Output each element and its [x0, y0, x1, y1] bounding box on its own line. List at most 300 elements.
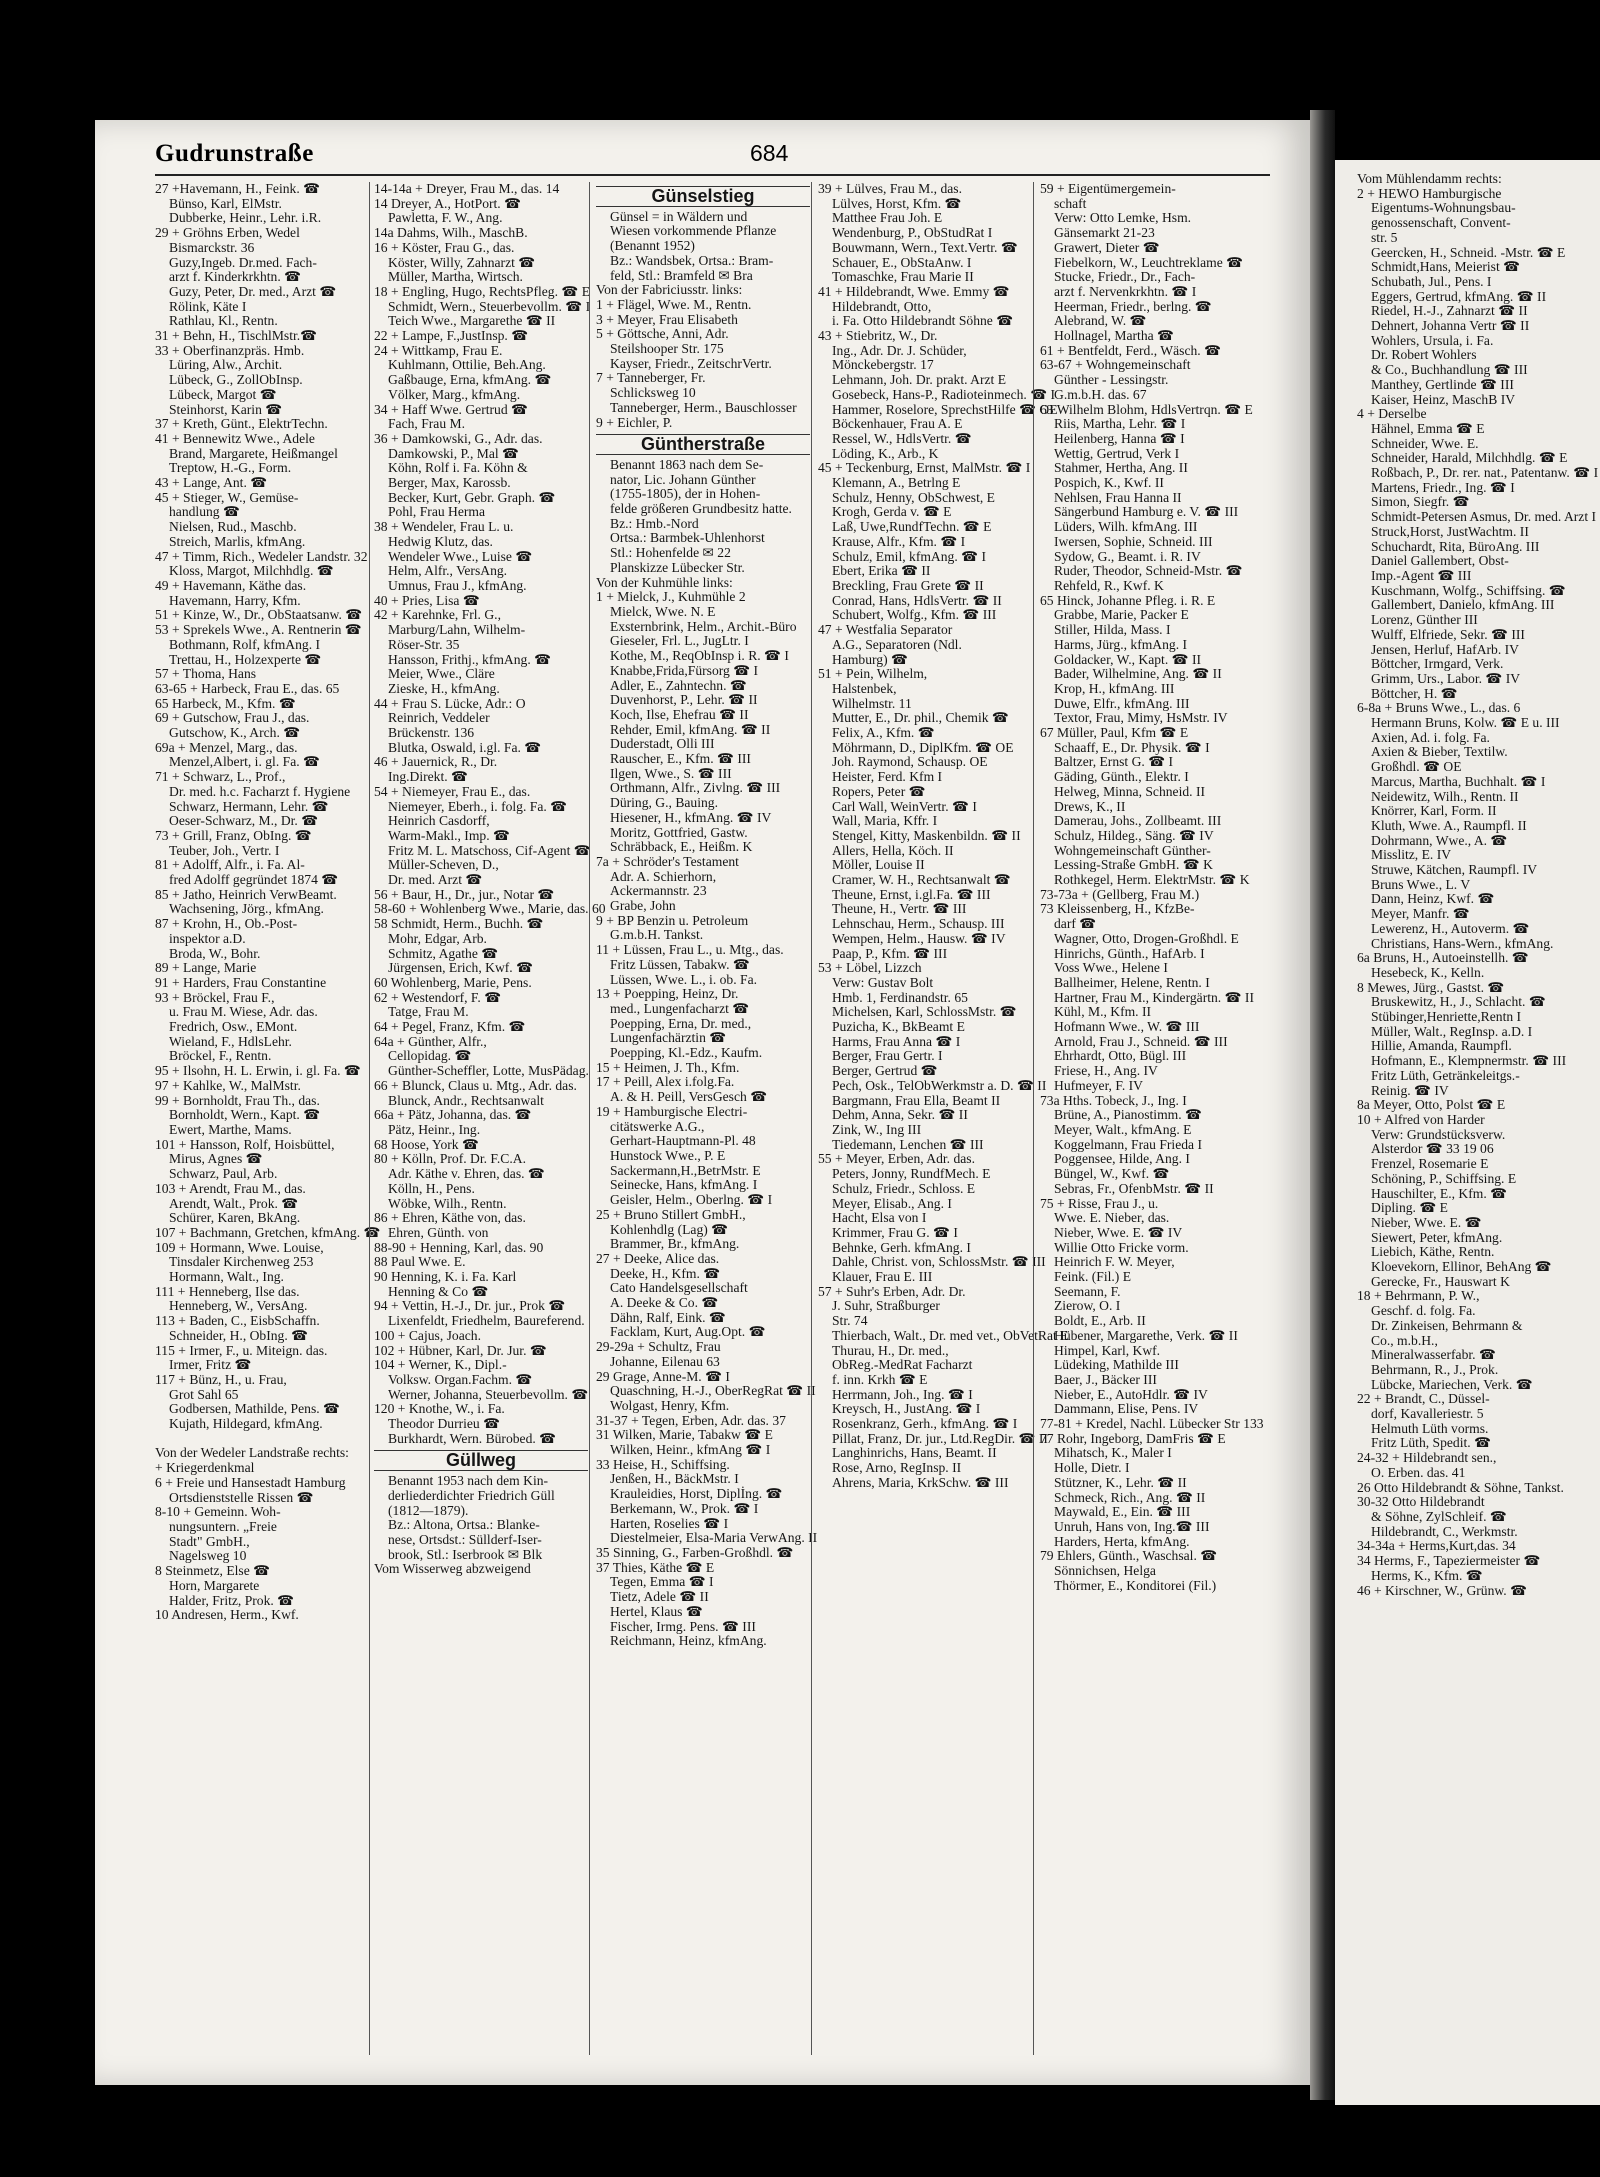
- directory-entry: Benannt 1863 nach dem Se-: [610, 456, 764, 472]
- directory-entry: Von der Fabriciusstr. links:: [596, 282, 743, 298]
- directory-entry: Kaiser, Heinz, MaschB IV: [1371, 391, 1516, 407]
- directory-entry: Bismarckstr. 36: [169, 239, 255, 255]
- page-header: [155, 138, 1270, 176]
- directory-entry: Burkhardt, Wern. Bürobed. ☎: [388, 1430, 557, 1446]
- directory-entry: Pätz, Heinr., Ing.: [388, 1122, 481, 1137]
- directory-entry: Wettig, Gertrud, Verk I: [1054, 445, 1180, 461]
- directory-entry: 75 + Risse, Frau J., u.: [1040, 1195, 1159, 1211]
- directory-entry: Ortsdienststelle Rissen ☎: [169, 1489, 314, 1505]
- directory-entry: 69 + Gutschow, Frau J., das.: [155, 710, 310, 726]
- directory-entry: 93 + Bröckel, Frau F.,: [155, 989, 275, 1005]
- directory-entry: Sydow, G., Beamt. i. R. IV: [1054, 548, 1201, 564]
- directory-entry: Helmuth Lüth vorms.: [1371, 1420, 1489, 1436]
- directory-entry: Theune, H., Vertr. ☎ III: [832, 901, 967, 917]
- directory-entry: 4 + Derselbe: [1357, 406, 1427, 422]
- directory-entry: Imp.-Agent ☎ III: [1371, 567, 1472, 583]
- directory-entry: Großhdl. ☎ OE: [1371, 759, 1462, 775]
- directory-entry: u. Frau M. Wiese, Adr. das.: [169, 1004, 318, 1020]
- directory-entry: Maywald, E., Ein. ☎ III: [1054, 1504, 1191, 1520]
- directory-entry: Ruder, Theodor, Schneid-Mstr. ☎: [1054, 563, 1243, 579]
- directory-entry: Duvenhorst, P., Lehr. ☎ II: [610, 692, 758, 708]
- directory-entry: i. Fa. Otto Hildebrandt Söhne ☎: [832, 313, 1014, 329]
- directory-entry: 7a + Schröder's Testament: [596, 853, 739, 869]
- directory-entry: Reinrich, Veddeler: [388, 710, 490, 726]
- directory-entry: Mineralwasserfabr. ☎: [1371, 1347, 1496, 1363]
- directory-entry: Peters, Jonny, RundfMech. E: [832, 1166, 991, 1182]
- directory-entry: 59 + Eigentümergemein-: [1040, 181, 1176, 196]
- directory-entry: 97 + Kahlke, W., MalMstr.: [155, 1077, 301, 1093]
- directory-entry: 80 + Kölln, Prof. Dr. F.C.A.: [374, 1151, 526, 1167]
- directory-entry: genossenschaft, Convent-: [1371, 215, 1511, 231]
- directory-entry: Müller, Walt., RegInsp. a.D. I: [1371, 1023, 1533, 1039]
- directory-entry: Möller, Louise II: [832, 857, 925, 873]
- directory-entry: Menzel,Albert, i. gl. Fa. ☎: [169, 754, 320, 770]
- directory-entry: Hormann, Walt., Ing.: [169, 1269, 284, 1285]
- directory-entry: Gaßbauge, Erna, kfmAng. ☎: [388, 372, 552, 388]
- directory-entry: 31 + Behn, H., TischlMstr.☎: [155, 328, 318, 344]
- directory-entry: 100 + Cajus, Joach.: [374, 1327, 481, 1343]
- directory-entry: Lewerenz, H., Autoverm. ☎: [1371, 920, 1530, 936]
- directory-entry: Müller, Martha, Wirtsch.: [388, 269, 523, 285]
- directory-entry: Grawert, Dieter ☎: [1054, 239, 1160, 255]
- directory-entry: Hübener, Margarethe, Verk. ☎ II: [1054, 1327, 1238, 1343]
- directory-entry: Lübeck, G., ZollObInsp.: [169, 372, 303, 388]
- column-4: [811, 181, 1069, 2055]
- directory-entry: 39 + Lülves, Frau M., das.: [818, 181, 962, 196]
- directory-entry: Pech, Osk., TelObWerkmstr a. D. ☎ II: [832, 1077, 1047, 1093]
- directory-entry: Rehder, Emil, kfmAng. ☎ II: [610, 721, 771, 737]
- directory-entry: O. Erben. das. 41: [1371, 1464, 1466, 1480]
- directory-entry: nungsuntern. „Freie: [169, 1518, 277, 1534]
- directory-entry: Bz.: Altona, Ortsa.: Blanke-: [388, 1517, 540, 1533]
- directory-entry: Wiesen vorkommende Pflanze: [610, 223, 777, 239]
- directory-entry: (Benannt 1952): [610, 238, 695, 254]
- directory-entry: Bünso, Karl, ElMstr.: [169, 195, 282, 211]
- directory-entry: Schöning, P., Schiffsing. E: [1371, 1170, 1517, 1186]
- directory-entry: Cramer, W. H., Rechtsanwalt ☎: [832, 872, 1011, 888]
- directory-entry: Friese, H., Ang. IV: [1054, 1063, 1158, 1079]
- directory-entry: Rothkegel, Herm. ElektrMstr. ☎ K: [1054, 872, 1250, 888]
- directory-entry: Böckenhauer, Frau A. E: [832, 416, 963, 432]
- directory-entry: 22 + Brandt, C., Düssel-: [1357, 1391, 1490, 1407]
- directory-entry: Klauer, Frau E. III: [832, 1269, 933, 1285]
- directory-entry: 51 + Pein, Wilhelm,: [818, 666, 928, 682]
- directory-entry: Poepping, Erna, Dr. med.,: [610, 1015, 752, 1031]
- directory-entry: nese, Ortsdst.: Süllderf-Iser-: [388, 1531, 542, 1547]
- directory-entry: 58-60 + Wohlenberg Wwe., Marie, das. 60: [374, 901, 606, 917]
- directory-entry: handlung ☎: [169, 504, 240, 520]
- directory-entry: Alebrand, W. ☎: [1054, 313, 1147, 329]
- directory-entry: Wilhelmstr. 11: [832, 695, 912, 711]
- directory-entry: 34 + Haff Wwe. Gertrud ☎: [374, 401, 528, 417]
- directory-entry: Pillat, Franz, Dr. jur., Ltd.RegDir. ☎ II: [832, 1430, 1048, 1446]
- directory-entry: 29 + Gröhns Erben, Wedel: [155, 225, 300, 241]
- directory-entry: fred Adolff gegründet 1874 ☎: [169, 872, 339, 888]
- directory-entry: Wall, Maria, Kffr. I: [832, 813, 938, 829]
- directory-entry: Ortsa.: Barmbek-Uhlenhorst: [610, 530, 765, 546]
- directory-entry: Löding, K., Arb., K: [832, 445, 939, 461]
- directory-entry: Harders, Herta, kfmAng.: [1054, 1533, 1190, 1549]
- directory-entry: Schwarz, Hermann, Lehr. ☎: [169, 798, 329, 814]
- directory-entry: 47 + Westfalia Separator: [818, 622, 953, 638]
- directory-entry: Ehren, Günth. von: [388, 1224, 489, 1240]
- directory-entry: Hiesener, H., kfmAng. ☎ IV: [610, 809, 772, 825]
- directory-entry: Ackermannstr. 23: [610, 883, 707, 899]
- directory-entry: Carl Wall, WeinVertr. ☎ I: [832, 798, 977, 814]
- directory-entry: Facklam, Kurt, Aug.Opt. ☎: [610, 1324, 766, 1340]
- directory-entry: Fischer, Irmg. Pens. ☎ III: [610, 1618, 756, 1634]
- directory-entry: Büngel, W., Kwf. ☎: [1054, 1166, 1170, 1182]
- directory-entry: Exsternbrink, Helm., Archit.-Büro: [610, 618, 797, 634]
- directory-entry: 35 Sinning, G., Farben-Großhdl. ☎: [596, 1544, 794, 1560]
- directory-entry: Möhrmann, D., DiplKfm. ☎ OE: [832, 739, 1014, 755]
- directory-entry: Hufmeyer, F. IV: [1054, 1077, 1143, 1093]
- directory-entry: Hähnel, Emma ☎ E: [1371, 420, 1485, 436]
- directory-entry: Bader, Wilhelmine, Ang. ☎ II: [1054, 666, 1222, 682]
- directory-entry: Dammann, Elise, Pens. IV: [1054, 1401, 1199, 1417]
- directory-entry: Zieske, H., kfmAng.: [388, 680, 500, 696]
- directory-entry: Rehfeld, R., Kwf. K: [1054, 577, 1164, 593]
- directory-entry: Geercken, H., Schneid. -Mstr. ☎ E: [1371, 244, 1566, 260]
- directory-entry: Berkemann, W., Prok. ☎ I: [610, 1500, 759, 1516]
- directory-entry: Kluth, Wwe. A., Raumpfl. II: [1371, 817, 1527, 833]
- directory-entry: Ilgen, Wwe., S. ☎ III: [610, 765, 732, 781]
- directory-entry: 46 + Kirschner, W., Grünw. ☎: [1357, 1582, 1528, 1598]
- directory-entry: Fritz M. L. Matschoss, Cif-Agent ☎: [388, 842, 591, 858]
- directory-entry: Rölink, Käte I: [169, 298, 247, 314]
- directory-entry: Gutschow, K., Arch. ☎: [169, 725, 301, 741]
- directory-entry: Himpel, Karl, Kwf.: [1054, 1342, 1161, 1358]
- directory-entry: Vom Mühlendamm rechts:: [1357, 171, 1502, 186]
- directory-entry: Marburg/Lahn, Wilhelm-: [388, 622, 526, 638]
- directory-entry: 10 Andresen, Herm., Kwf.: [155, 1607, 299, 1623]
- directory-entry: Fritz Lüth, Spedit. ☎: [1371, 1435, 1492, 1451]
- directory-entry: Kühl, M., Kfm. II: [1054, 1004, 1152, 1020]
- directory-entry: 6 + Freie und Hansestadt Hamburg: [155, 1474, 346, 1490]
- directory-entry: Hildebrandt, C., Werkmstr.: [1371, 1523, 1518, 1539]
- directory-entry: 7 + Tanneberger, Fr.: [596, 370, 706, 386]
- directory-entry: Sackermann,H.,BetrMstr. E: [610, 1162, 761, 1178]
- directory-entry: Arnold, Frau J., Schneid. ☎ III: [1054, 1033, 1228, 1049]
- directory-entry: Wulff, Elfriede, Sekr. ☎ III: [1371, 626, 1525, 642]
- directory-entry: f. inn. Krkh ☎ E: [832, 1371, 928, 1387]
- directory-entry: Lülves, Horst, Kfm. ☎: [832, 195, 962, 211]
- directory-entry: Grabe, John: [610, 898, 676, 914]
- directory-entry: Henning & Co ☎: [388, 1283, 489, 1299]
- directory-entry: inspektor a.D.: [169, 930, 246, 946]
- column-1: [155, 181, 381, 2055]
- directory-entry: 53 + Löbel, Lizzch: [818, 960, 922, 976]
- directory-entry: Seinecke, Hans, kfmAng. I: [610, 1177, 758, 1193]
- directory-entry: derliederdichter Friedrich Güll: [388, 1487, 555, 1503]
- directory-entry: Adler, E., Zahntechn. ☎: [610, 677, 747, 693]
- directory-entry: Irmer, Fritz ☎: [169, 1357, 252, 1373]
- directory-entry: Rose, Arno, RegInsp. II: [832, 1460, 962, 1476]
- directory-entry: Schmidt-Petersen Asmus, Dr. med. Arzt I: [1371, 509, 1597, 525]
- directory-entry: & Söhne, ZylSchleif. ☎: [1371, 1508, 1507, 1524]
- directory-entry: 66a + Pätz, Johanna, das. ☎: [374, 1107, 532, 1123]
- directory-entry: Christians, Hans-Wern., kfmAng.: [1371, 935, 1554, 951]
- directory-entry: Trettau, H., Holzexperte ☎: [169, 651, 322, 667]
- directory-entry: Havemann, Harry, Kfm.: [169, 592, 301, 608]
- directory-entry: 54 + Niemeyer, Frau E., das.: [374, 783, 531, 799]
- page-number: 684: [750, 140, 789, 166]
- directory-entry: Lüring, Alw., Archit.: [169, 357, 283, 373]
- directory-entry: Ahrens, Maria, KrkSchw. ☎ III: [832, 1474, 1009, 1490]
- directory-entry: Dehnert, Johanna Vertr ☎ II: [1371, 318, 1530, 334]
- directory-entry: 1 + Flägel, Wwe. M., Rentn.: [596, 296, 752, 312]
- directory-entry: Ing.Direkt. ☎: [388, 769, 468, 785]
- directory-entry: nator, Lic. Johann Günther: [610, 471, 756, 487]
- directory-entry: Düring, G., Bauing.: [610, 795, 718, 811]
- directory-entry: Tanneberger, Herm., Bauschlosser: [610, 399, 797, 415]
- directory-entry: 45 + Stieger, W., Gemüse-: [155, 489, 299, 505]
- directory-entry: 18 + Behrmann, P. W.,: [1357, 1288, 1480, 1304]
- directory-entry: Benannt 1953 nach dem Kin-: [388, 1473, 549, 1489]
- directory-entry: Wagner, Otto, Drogen-Großhdl. E: [1054, 930, 1239, 946]
- directory-entry: felde größeren Grundbesitz hatte.: [610, 501, 792, 517]
- directory-entry: Schmidt,Hans, Meierist ☎: [1371, 259, 1521, 275]
- directory-entry: Thurau, H., Dr. med.,: [832, 1342, 949, 1358]
- directory-entry: 41 + Hildebrandt, Wwe. Emmy ☎: [818, 283, 1010, 299]
- directory-entry: Adr. Käthe v. Ehren, das. ☎: [388, 1166, 545, 1182]
- directory-entry: Behrmann, R., J., Prok.: [1371, 1361, 1499, 1377]
- directory-entry: Horn, Margarete: [169, 1577, 260, 1593]
- directory-entry: Hillie, Amanda, Raumpfl.: [1371, 1038, 1512, 1054]
- directory-entry: Berger, Max, Karossb.: [388, 475, 511, 491]
- directory-entry: 73-73a + (Gellberg, Frau M.): [1040, 886, 1200, 902]
- directory-entry: 65 Hinck, Johanne Pfleg. i. R. E: [1040, 592, 1216, 608]
- directory-entry: Herms, K., Kfm. ☎: [1371, 1567, 1483, 1583]
- directory-entry: Halstenbek,: [832, 680, 897, 696]
- directory-entry: 89 + Lange, Marie: [155, 960, 257, 976]
- directory-entry: 2 + HEWO Hamburgische: [1357, 185, 1502, 201]
- directory-entry: Schulz, Friedr., Schloss. E: [832, 1180, 976, 1196]
- directory-entry: Sängerbund Hamburg e. V. ☎ III: [1054, 504, 1239, 520]
- directory-entry: Koggelmann, Frau Frieda I: [1054, 1136, 1202, 1152]
- directory-entry: Puzicha, K., BkBeamt E: [832, 1019, 965, 1035]
- directory-entry: 60 Wohlenberg, Marie, Pens.: [374, 974, 532, 990]
- directory-entry: Blunck, Andr., Rechtsanwalt: [388, 1092, 544, 1108]
- directory-entry: 64 + Pegel, Franz, Kfm. ☎: [374, 1019, 526, 1035]
- directory-entry: Stl.: Hohenfelde ✉ 22: [610, 545, 731, 561]
- directory-entry: G.m.b.H. Tankst.: [610, 927, 704, 943]
- directory-entry: Hmb. 1, Ferdinandstr. 65: [832, 989, 968, 1005]
- directory-entry: 94 + Vettin, H.-J., Dr. jur., Prok ☎: [374, 1298, 566, 1314]
- directory-entry: Bz.: Wandsbek, Ortsa.: Bram-: [610, 252, 774, 268]
- directory-entry: Textor, Frau, Mimy, HsMstr. IV: [1054, 710, 1228, 726]
- directory-entry: A. & H. Peill, VersGesch ☎: [610, 1089, 768, 1105]
- directory-entry: Lessing-Straße GmbH. ☎ K: [1054, 857, 1213, 873]
- directory-entry: Hammer, Roselore, SprechstHilfe ☎ OE: [832, 401, 1058, 417]
- directory-entry: Manthey, Gertlinde ☎ III: [1371, 376, 1514, 392]
- directory-entry: Mielck, Wwe. N. E: [610, 603, 716, 619]
- directory-entry: Schuchardt, Rita, BüroAng. III: [1371, 538, 1540, 554]
- directory-entry: Fredrich, Osw., EMont.: [169, 1019, 298, 1035]
- directory-entry: 6a Bruns, H., Autoeinstellh. ☎: [1357, 950, 1529, 966]
- directory-entry: Dr. Zinkeisen, Behrmann &: [1371, 1317, 1523, 1333]
- directory-entry: Joh. Raymond, Schausp. OE: [832, 754, 988, 770]
- directory-entry: Henneberg, W., VersAng.: [169, 1298, 308, 1314]
- directory-entry: 25 + Bruno Stillert GmbH.,: [596, 1206, 746, 1222]
- directory-entry: Berger, Gertrud ☎: [832, 1063, 938, 1079]
- directory-entry: Nieber, Wwe. E. ☎: [1371, 1214, 1482, 1230]
- directory-entry: Matthee Frau Joh. E: [832, 210, 943, 226]
- directory-entry: Meyer, Manfr. ☎: [1371, 906, 1470, 922]
- directory-entry: Schneider, Wwe. E.: [1371, 435, 1479, 451]
- directory-entry: Mihatsch, K., Maler I: [1054, 1445, 1172, 1461]
- directory-entry: Mutter, E., Dr. phil., Chemik ☎: [832, 710, 1009, 726]
- directory-entry: 77-81 + Kredel, Nachl. Lübecker Str 133: [1040, 1416, 1264, 1432]
- directory-entry: Werner, Johanna, Steuerbevollm. ☎: [388, 1386, 589, 1402]
- directory-entry: Iwersen, Sophie, Schneid. III: [1054, 533, 1213, 549]
- directory-entry: Goldacker, W., Kapt. ☎ II: [1054, 651, 1202, 667]
- directory-entry: Fritz Lüth, Getränkeleitgs.-: [1371, 1067, 1520, 1083]
- directory-entry: Günther-Scheffler, Lotte, MusPädag.: [388, 1063, 589, 1079]
- directory-entry: 57 + Thoma, Hans: [155, 666, 257, 682]
- directory-entry: Seemann, F.: [1054, 1283, 1121, 1299]
- directory-entry: Hansson, Frithj., kfmAng. ☎: [388, 651, 552, 667]
- directory-entry: Müller-Scheven, D.,: [388, 857, 499, 873]
- directory-entry: Blutka, Oswald, i.gl. Fa. ☎: [388, 739, 542, 755]
- directory-entry: Knabbe,Frida,Fürsorg ☎ I: [610, 662, 759, 678]
- directory-entry: 10 + Alfred von Harder: [1357, 1112, 1485, 1127]
- directory-entry: 63 Wilhelm Blohm, HdlsVertrqn. ☎ E: [1040, 401, 1253, 417]
- directory-entry: 14a Dahms, Wilh., MaschB.: [374, 225, 528, 241]
- directory-entry: 37 + Kreth, Günt., ElektrTechn.: [155, 416, 328, 432]
- directory-entry: Struwe, Kätchen, Raumpfl. IV: [1371, 862, 1538, 878]
- directory-entry: arzt f. Nervenkrkhtn. ☎ I: [1054, 283, 1197, 299]
- directory-entry: Tomaschke, Frau Marie II: [832, 269, 974, 285]
- directory-entry: darf ☎: [1054, 916, 1097, 932]
- directory-entry: Gäding, Günth., Elektr. I: [1054, 769, 1189, 785]
- directory-entry: Theodor Durrieu ☎: [388, 1416, 501, 1432]
- directory-entry: Gosebeck, Hans-P., Radioteinmech. ☎ I: [832, 386, 1056, 402]
- directory-entry: Kloevekorn, Ellinor, BehAng ☎: [1371, 1259, 1552, 1275]
- directory-entry: Siewert, Peter, kfmAng.: [1371, 1229, 1503, 1245]
- directory-entry: G.m.b.H. das. 67: [1054, 386, 1147, 402]
- directory-entry: Nieber, E., AutoHdlr. ☎ IV: [1054, 1386, 1208, 1402]
- directory-entry: Lübeck, Margot ☎: [169, 386, 277, 402]
- directory-entry: Wohngemeinschaft Günther-: [1054, 842, 1211, 858]
- directory-entry: Bruskewitz, H., J., Schlacht. ☎: [1371, 994, 1546, 1010]
- directory-entry: 73a Hths. Tobeck, J., Ing. I: [1040, 1092, 1187, 1108]
- directory-entry: 26 Otto Hildebrandt & Söhne, Tankst.: [1357, 1479, 1564, 1495]
- directory-entry: Günther - Lessingstr.: [1054, 372, 1169, 388]
- directory-entry: 56 + Baur, H., Dr., jur., Notar ☎: [374, 886, 555, 902]
- directory-entry: Duderstadt, Olli III: [610, 736, 715, 752]
- street-section-heading: Günselstieg: [596, 186, 810, 207]
- directory-entry: Tatge, Frau M.: [388, 1004, 469, 1020]
- directory-entry: citätswerke A.G.,: [610, 1118, 705, 1134]
- directory-entry: Harms, Frau Anna ☎ I: [832, 1033, 961, 1049]
- directory-entry: Lorenz, Günther III: [1371, 612, 1478, 628]
- directory-entry: str. 5: [1371, 229, 1398, 245]
- directory-entry: Godbersen, Mathilde, Pens. ☎: [169, 1401, 340, 1417]
- directory-entry: Brüne, A., Pianostimm. ☎: [1054, 1107, 1202, 1123]
- directory-entry: Orthmann, Alfr., Zivlng. ☎ III: [610, 780, 781, 796]
- directory-entry: Axien, Ad. i. folg. Fa.: [1371, 729, 1490, 745]
- directory-entry: 42 + Karehnke, Frl. G.,: [374, 607, 501, 623]
- directory-entry: Misslitz, E. IV: [1371, 847, 1452, 863]
- directory-entry: Hinrichs, Günth., HafArb. I: [1054, 945, 1205, 961]
- directory-entry: Hermann Bruns, Kolw. ☎ E u. III: [1371, 715, 1560, 731]
- column-2: [369, 181, 606, 2055]
- directory-entry: Lixenfeldt, Friedhelm, Baureferend.: [388, 1313, 585, 1329]
- directory-entry: Reichmann, Heinz, kfmAng.: [610, 1633, 767, 1649]
- directory-entry: Neidewitz, Wilh., Rentn. II: [1371, 788, 1519, 804]
- directory-entry: 27 +Havemann, H., Feink. ☎: [155, 181, 321, 196]
- directory-entry: Köhn, Rolf i. Fa. Köhn &: [388, 460, 528, 476]
- directory-entry: Bargmann, Frau Ella, Beamt II: [832, 1092, 1001, 1108]
- directory-entry: Klemann, A., Betrlng E: [832, 475, 961, 491]
- directory-entry: Wempen, Helm., Hausw. ☎ IV: [832, 930, 1006, 946]
- directory-entry: Bouwmann, Wern., Text.Vertr. ☎: [832, 239, 1018, 255]
- directory-entry: Schmidt, Wern., Steuerbevollm. ☎ I: [388, 298, 591, 314]
- directory-entry: Broda, W., Bohr.: [169, 945, 261, 961]
- directory-entry: Krause, Alfr., Kfm. ☎ I: [832, 533, 966, 549]
- directory-entry: Helweg, Minna, Schneid. II: [1054, 783, 1206, 799]
- directory-entry: 91 + Harders, Frau Constantine: [155, 974, 327, 990]
- directory-entry: Meyer, Walt., kfmAng. E: [1054, 1122, 1192, 1137]
- directory-entry: 51 + Kinze, W., Dr., ObStaatsanw. ☎: [155, 607, 363, 623]
- directory-entry: Dipling. ☎ E: [1371, 1200, 1448, 1216]
- directory-entry: Deeke, H., Kfm. ☎: [610, 1265, 721, 1281]
- directory-entry: 8 Steinmetz, Else ☎: [155, 1563, 271, 1579]
- directory-entry: Grimm, Urs., Labor. ☎ IV: [1371, 670, 1521, 686]
- directory-entry: Jenßen, H., BäckMstr. I: [610, 1471, 739, 1487]
- directory-entry: Ing., Adr. Dr. J. Schüder,: [832, 342, 967, 358]
- directory-entry: Schneider, Harald, Milchhdlg. ☎ E: [1371, 450, 1568, 466]
- directory-entry: Krauleidies, Horst, Diplİng. ☎: [610, 1486, 783, 1502]
- directory-entry: Hofmann, E., Klempnermstr. ☎ III: [1371, 1053, 1567, 1069]
- directory-entry: 101 + Hansson, Rolf, Hoisbüttel,: [155, 1136, 335, 1152]
- directory-entry: Geschf. d. folg. Fa.: [1371, 1303, 1476, 1319]
- column-5: [1033, 181, 1264, 2055]
- directory-entry: Halder, Fritz, Prok. ☎: [169, 1592, 295, 1608]
- directory-entry: Pawletta, F. W., Ang.: [388, 210, 503, 226]
- directory-entry: 13 + Poepping, Heinz, Dr.: [596, 986, 739, 1002]
- street-section-heading: Güntherstraße: [596, 434, 810, 455]
- directory-entry: Lüders, Wilh. kfmAng. III: [1054, 519, 1198, 535]
- directory-entry: Knörrer, Karl, Form. II: [1371, 803, 1497, 819]
- directory-entry: Hamburg) ☎: [832, 651, 908, 667]
- directory-entry: Krogh, Gerda v. ☎ E: [832, 504, 952, 520]
- directory-entry: Boldt, E., Arb. II: [1054, 1313, 1146, 1329]
- directory-entry: 87 + Krohn, H., Ob.-Post-: [155, 916, 298, 932]
- directory-entry: Heerman, Friedr., berlng. ☎: [1054, 298, 1212, 314]
- directory-entry: 44 + Frau S. Lücke, Adr.: O: [374, 695, 526, 711]
- directory-entry: Hedwig Klutz, das.: [388, 533, 493, 549]
- book-gutter: [1310, 110, 1335, 2100]
- directory-entry: Hauschilter, E., Kfm. ☎: [1371, 1185, 1508, 1201]
- directory-entry: Diestelmeier, Elsa-Maria VerwAng. II: [610, 1530, 818, 1546]
- directory-entry: J. Suhr, Straßburger: [832, 1298, 940, 1314]
- directory-entry: Rathlau, Kl., Rentn.: [169, 313, 278, 329]
- directory-entry: Laß, Uwe,RundfTechn. ☎ E: [832, 519, 992, 535]
- columns-container: [155, 182, 1270, 2055]
- directory-entry: Treptow, H.-G., Form.: [169, 460, 292, 476]
- directory-entry: 29 Grage, Anne-M. ☎ I: [596, 1368, 730, 1384]
- directory-entry: Krimmer, Frau G. ☎ I: [832, 1224, 958, 1240]
- directory-entry: Harten, Roselies ☎ I: [610, 1515, 729, 1531]
- directory-entry: Völker, Marg., kfmAng.: [388, 386, 521, 402]
- directory-entry: Hunstock Wwe., P. E: [610, 1148, 726, 1163]
- directory-entry: 9 + BP Benzin u. Petroleum: [596, 912, 749, 928]
- directory-entry: Stützner, K., Lehr. ☎ II: [1054, 1474, 1187, 1490]
- directory-entry: Poepping, Kl.-Edz., Kaufm.: [610, 1045, 763, 1061]
- directory-entry: Schlicksweg 10: [610, 385, 696, 401]
